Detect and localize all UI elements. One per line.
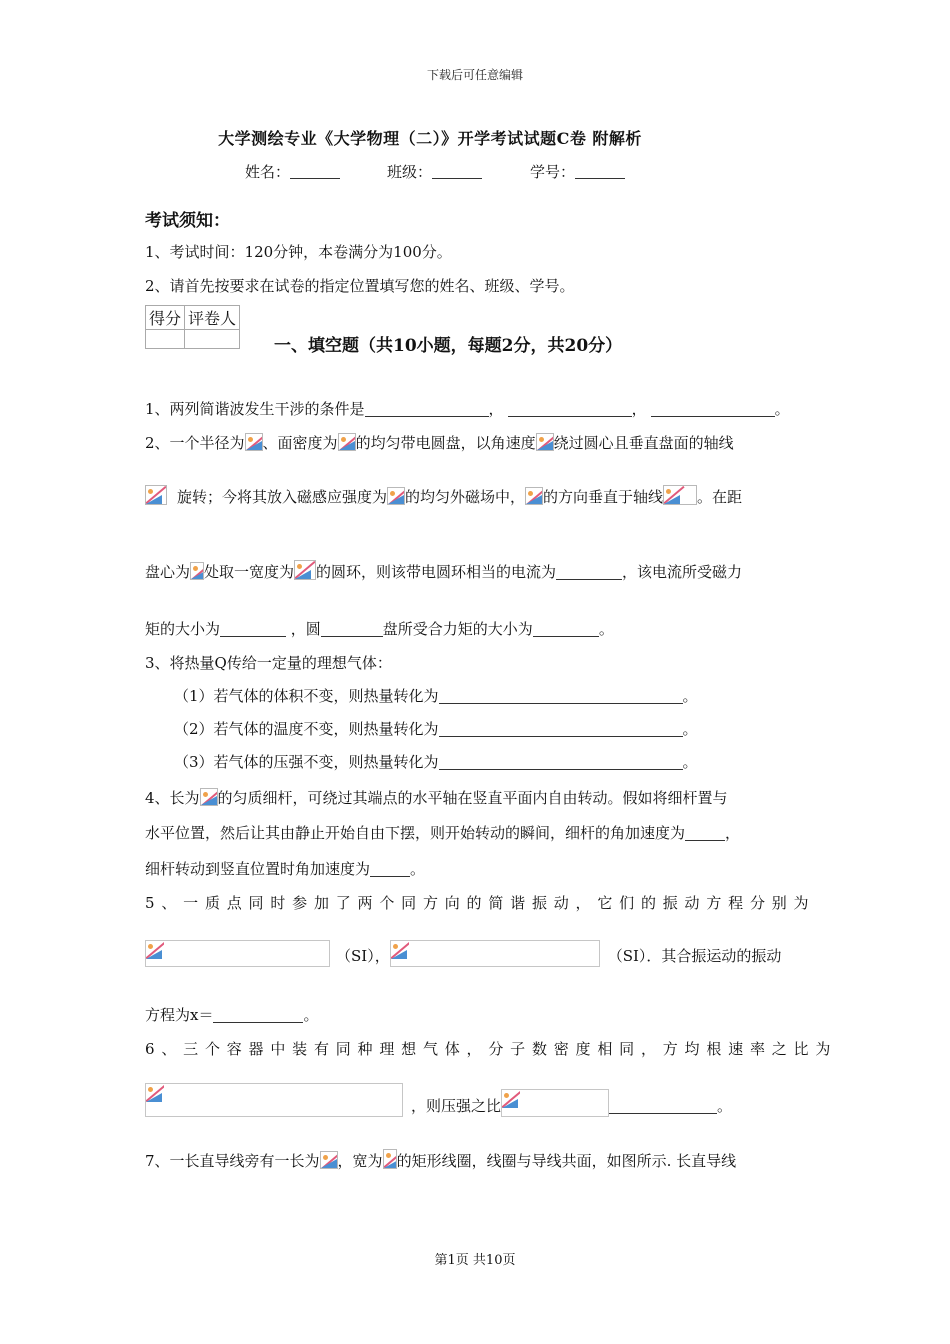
class-label: 班级：: [387, 163, 433, 181]
q2-text: 盘心为: [145, 563, 191, 581]
formula-image-icon: [146, 941, 164, 959]
question-6-line-1: 6、三个容器中装有同种理想气体，分子数密度相同，方均根速率之比为: [145, 1040, 838, 1058]
class-field: [387, 161, 482, 182]
q2-blank-mid[interactable]: [321, 621, 383, 637]
q2-text: 处取一宽度为: [204, 563, 295, 581]
q4-text: 。: [410, 860, 426, 878]
q4-text: 细杆转动到竖直位置时角加速度为: [145, 860, 371, 878]
question-5-line-1: 5、一质点同时参加了两个同方向的简谐振动，它们的振动方程分别为: [145, 894, 816, 912]
q2-blank-current[interactable]: [556, 564, 622, 580]
q3-item-text: （2）若气体的温度不变，则热量转化为: [174, 720, 439, 738]
question-5-line-3: [145, 1004, 318, 1025]
q3-end: 。: [682, 720, 698, 738]
notice-item-1: 1、考试时间：120分钟，本卷满分为100分。: [145, 243, 452, 261]
q3-blank-2[interactable]: [439, 721, 683, 737]
q2-text: 绕过圆心且垂直盘面的轴线: [553, 434, 734, 452]
name-field: [245, 161, 340, 182]
formula-image-box: [390, 940, 600, 967]
formula-image-icon: [146, 1084, 164, 1102]
q1-end: 。: [774, 400, 790, 418]
q2-text: 的均匀带电圆盘，以角速度: [355, 434, 536, 452]
q2-blank-total-torque[interactable]: [533, 621, 599, 637]
id-label: 学号：: [530, 163, 576, 181]
grader-cell[interactable]: [185, 330, 240, 349]
formula-image-icon: [383, 1149, 397, 1169]
formula-image-icon: [294, 560, 316, 580]
q6-blank[interactable]: [609, 1098, 717, 1114]
q5-text: 。: [303, 1006, 319, 1024]
q2-text: 矩的大小为: [145, 620, 221, 638]
q2-text: 。在距: [697, 488, 743, 506]
q3-item-text: （1）若气体的体积不变，则热量转化为: [174, 687, 439, 705]
q2-text: 的均匀外磁场中，: [405, 488, 526, 506]
q4-blank-2[interactable]: [370, 861, 410, 877]
q4-text: 的匀质细杆，可绕过其端点的水平轴在竖直平面内自由转动。假如将细杆置与: [217, 789, 728, 807]
q6-text: 。: [717, 1097, 733, 1115]
name-blank[interactable]: [290, 164, 340, 179]
q1-sep: ，: [631, 400, 647, 418]
part-one-title: 一、填空题（共10小题，每题2分，共20分）: [274, 336, 623, 356]
q1-blank-1[interactable]: [365, 401, 489, 417]
q5-text: （SI）．其合振运动的振动: [607, 947, 782, 965]
formula-image-box: [145, 940, 330, 967]
q1-text: 1、两列简谐波发生干涉的条件是: [145, 400, 365, 418]
q7-text: ，宽为: [337, 1152, 383, 1170]
q5-text: （SI），: [336, 947, 390, 965]
question-2-line-3: [145, 560, 742, 582]
formula-image-icon: [245, 433, 263, 451]
question-5-line-2: [145, 940, 781, 967]
formula-image-icon: [387, 487, 405, 505]
formula-image-icon: [525, 487, 543, 505]
q1-blank-3[interactable]: [651, 401, 775, 417]
grader-header: 评卷人: [185, 306, 240, 330]
formula-image-icon: [502, 1090, 520, 1108]
question-2-line-2: [145, 485, 742, 507]
formula-image-icon: [320, 1151, 338, 1169]
q4-blank-1[interactable]: [685, 825, 725, 841]
q5-text: 方程为x＝: [145, 1006, 214, 1024]
q2-text: 盘所受合力矩的大小为: [382, 620, 533, 638]
q4-text: 水平位置，然后让其由静止开始自由下摆，则开始转动的瞬间，细杆的角加速度为: [145, 824, 686, 842]
name-label: 姓名：: [245, 163, 291, 181]
q2-text: 2、一个半径为: [145, 434, 245, 452]
formula-image-box: [501, 1089, 609, 1117]
notice-item-2: 2、请首先按要求在试卷的指定位置填写您的姓名、班级、学号。: [145, 277, 575, 295]
q2-text: ，圆: [286, 620, 321, 638]
question-1: [145, 398, 790, 419]
q2-blank-torque[interactable]: [220, 621, 286, 637]
q3-item-text: （3）若气体的压强不变，则热量转化为: [174, 753, 439, 771]
formula-image-icon: [663, 485, 697, 505]
q3-blank-3[interactable]: [439, 754, 683, 770]
q2-text: 、面密度为: [262, 434, 338, 452]
formula-image-icon: [145, 485, 167, 505]
page-header-note: 下载后可任意编辑: [426, 68, 523, 82]
q2-text: 的圆环，则该带电圆环相当的电流为: [316, 563, 557, 581]
q3-blank-1[interactable]: [439, 688, 683, 704]
formula-image-icon: [190, 562, 204, 580]
score-cell[interactable]: [146, 330, 185, 349]
question-3-item-3: [174, 751, 698, 772]
q2-text: 旋转；今将其放入磁感应强度为: [177, 488, 388, 506]
question-6-line-2: [145, 1083, 732, 1117]
formula-image-icon: [391, 941, 409, 959]
q2-text: 的方向垂直于轴线: [543, 488, 664, 506]
q3-end: 。: [682, 687, 698, 705]
score-header: 得分: [146, 306, 185, 330]
q7-text: 7、一长直导线旁有一长为: [145, 1152, 320, 1170]
notice-heading: 考试须知：: [145, 211, 230, 231]
q2-text: 。: [598, 620, 614, 638]
page-footer: 第1页 共10页: [434, 1253, 516, 1268]
question-2-line-1: [145, 432, 734, 453]
q2-text: ，该电流所受磁力: [622, 563, 743, 581]
formula-image-box: [145, 1083, 403, 1117]
question-4-line-3: [145, 858, 425, 879]
question-3-item-2: [174, 718, 698, 739]
q4-text: ，: [725, 824, 741, 842]
formula-image-icon: [200, 788, 218, 806]
exam-title: 大学测绘专业《大学物理（二）》开学考试试题C卷 附解析: [218, 129, 642, 148]
formula-image-icon: [536, 433, 554, 451]
question-4-line-2: [145, 822, 740, 843]
score-table: [145, 305, 240, 349]
question-7-line-1: [145, 1149, 736, 1171]
id-field: [530, 161, 625, 182]
q1-sep: ，: [488, 400, 504, 418]
q1-blank-2[interactable]: [508, 401, 632, 417]
formula-image-icon: [338, 433, 356, 451]
question-3-intro: 3、将热量Q传给一定量的理想气体：: [145, 654, 392, 672]
class-blank[interactable]: [432, 164, 482, 179]
q6-text: ，则压强之比: [411, 1097, 502, 1115]
question-4-line-1: [145, 787, 728, 808]
q3-end: 。: [682, 753, 698, 771]
id-blank[interactable]: [575, 164, 625, 179]
q5-blank[interactable]: [213, 1007, 303, 1023]
question-2-line-4: [145, 618, 614, 639]
question-3-item-1: [174, 685, 698, 706]
q4-text: 4、长为: [145, 789, 200, 807]
q7-text: 的矩形线圈，线圈与导线共面，如图所示. 长直导线: [396, 1152, 737, 1170]
